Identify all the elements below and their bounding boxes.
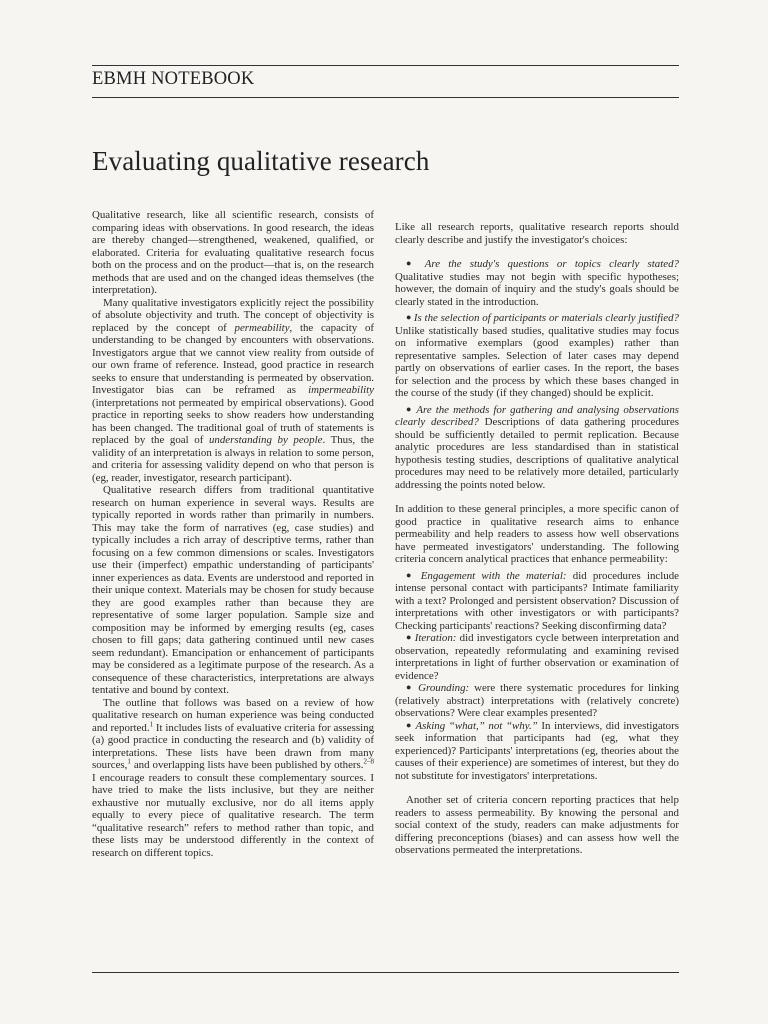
text-run: Many qualitative investigators explicitly reject the possibility of absolute objectivity and truth. The concept of objectivity is replaced by the concept of: [92, 296, 374, 334]
article-title: Evaluating qualitative research: [92, 146, 430, 176]
bullet-icon: ●: [406, 258, 425, 268]
paragraph: [395, 503, 679, 566]
text-run: and overlapping lists have been published by others.: [130, 759, 364, 771]
citation-ref: 2–8: [363, 757, 374, 766]
bullet-icon: ●: [406, 403, 417, 414]
text-run: Unlike statistically based studies, qualitative studies may focus on informative exemplars (good examples) rather than representative samples. Selection of later cases may depend partly on observations of earlier cases. In the report, the bases for selection and the process by which these bases changed in the course of the study (if they changed) should be explicit.: [395, 324, 679, 399]
bullet-item: [395, 570, 679, 633]
text-run: The outline that follows was based on a review of how qualitative research on human experience was being conducted and reported.: [92, 696, 374, 734]
bullet-icon: ●: [406, 312, 414, 322]
citation-ref: 1: [127, 757, 131, 766]
text-run: were there systematic procedures for linking (relatively abstract) interpretations with (relatively concrete) observations? Were clear examples presented?: [395, 682, 679, 719]
text-run: (interpretations not permeated by empirical observations). Good practice in reporting seeks to show readers how understanding has been changed. The traditional goal of truth of statements is replaced by the goal of: [92, 396, 374, 446]
paragraph: [92, 209, 374, 297]
text-run: did procedures include intense personal contact with participants? Intimate familiarity with a text? Prolonged and persistent observation? Discussion of interpretations with other investigators or with participants? Checking participants' reactions? Seeking disconfirming data?: [395, 569, 679, 632]
bullet-item: [395, 682, 679, 720]
bullet-item: [395, 632, 679, 682]
text-run: Like all research reports, qualitative research reports should clearly describe and justify the investigator's choices:: [395, 221, 679, 246]
bullet-item: [395, 258, 679, 308]
emphasis-text: Engagement with the material:: [420, 569, 567, 582]
emphasis-text: Grounding:: [418, 682, 470, 694]
emphasis-text: Are the study's questions or topics clearly stated?: [424, 258, 680, 270]
text-run: , the capacity of understanding to be changed by encounters with observations. Investigators argue that we cannot view reality from outside of our own frame of reference. Instead, good practice in research seeks to ensure that understanding is permeated by observation. Investigator bias can be reframed as: [92, 321, 375, 396]
running-head: EBMH NOTEBOOK: [92, 69, 255, 89]
bottom-rule: [92, 972, 679, 973]
paragraph: [92, 297, 374, 485]
text-run: Qualitative research, like all scientific research, consists of comparing ideas with observations. In good research, the ideas are thereby changed—strengthened, weakened, qualified, or elaborated. Criteria for evaluating qualitative research focus both on the process and on the product—that is, on the research methods that are used and on the changed ideas themselves (the interpretation).: [92, 209, 374, 296]
emphasis-text: understanding by people: [208, 434, 323, 446]
text-run: It includes lists of evaluative criteria for assessing (a) good practice in conducting the research and (b) validity of interpretations. These lists have been drawn from many sources,: [92, 721, 375, 771]
top-rule: [92, 65, 679, 66]
emphasis-text: Iteration:: [414, 632, 457, 644]
emphasis-text: Asking “what,” not “why.”: [415, 719, 538, 732]
header-rule: [92, 97, 679, 98]
paragraph: [395, 221, 679, 246]
emphasis-text: Are the methods for gathering and analysing observations clearly described?: [395, 403, 680, 428]
right-column: [395, 221, 679, 857]
emphasis-text: permeability: [234, 321, 290, 334]
paragraph: [92, 697, 374, 860]
text-run: did investigators cycle between interpretation and observation, repeatedly reformulating and examining revised interpretations in light of further observation or examination of evidence?: [395, 632, 679, 682]
bullet-icon: ●: [406, 682, 419, 692]
bullet-item: [395, 720, 679, 783]
paragraph: [92, 484, 374, 697]
left-column: [92, 209, 374, 859]
text-run: Qualitative studies may not begin with specific hypotheses; however, the domain of inquiry and the study's goals should be clearly stated in the introduction.: [395, 270, 679, 308]
emphasis-text: Is the selection of participants or materials clearly justified?: [413, 312, 679, 324]
text-run: Descriptions of data gathering procedures should be sufficiently detailed to permit replication. Because analytic procedures are less standardised than in statistical hypothesis testing studies, descriptions of qualitative analytical procedures may need to be relatively more detailed, particularly addressing the points noted below.: [395, 416, 679, 491]
bullet-icon: ●: [406, 632, 415, 642]
citation-ref: 1: [149, 719, 154, 728]
paragraph: [395, 794, 679, 857]
text-run: . Thus, the validity of an interpretation is always in relation to some person, and criteria for assessing validity depend on who that person is (eg, reader, investigator, research participant).: [92, 434, 374, 484]
text-run: I encourage readers to consult these complementary sources. I have tried to make the lists inclusive, but they are neither exhaustive nor mutually exclusive, nor do all items apply equally to every piece of qualitative research. The term “qualitative research” refers to method rather than topic, and these lists may be understood differently in the context of research on different topics.: [92, 771, 374, 859]
text-run: Qualitative research differs from traditional quantitative research on human experience in several ways. Results are typically reported in words rather than primarily in numbers. This may take the form of narratives (eg, case studies) and typically includes a rich array of descriptive terms, rather than focusing on a few common dimensions or scales. Investigators use their (imperfect) empathic understanding of participants' inner experiences as data. Events are understood and reported in their unique context. Materials may be chosen for study because they are good examples rather than because they are representative of some larger population. Sample size and composition may be informed by emerging results (eg, cases chosen to fill gaps; data gathering continued until new cases seem redundant). Emancipation or enhancement of participants may be considered as a legitimate purpose of the research. As a consequence of these characteristics, interpretations are always tentative and bound by context.: [92, 484, 374, 696]
bullet-item: [395, 404, 679, 492]
text-run: Another set of criteria concern reporting practices that help readers to assess permeability. By knowing the personal and social context of the study, readers can make adjustments for differing preconceptions (biases) and can assess how well the observations permeated the interpretations.: [395, 794, 679, 856]
text-run: In addition to these general principles, a more specific canon of good practice in qualitative research aims to enhance permeability and help readers to assess how well observations have permeated investigators' understanding. The following criteria concern analytical practices that enhance permeability:: [395, 503, 679, 565]
bullet-icon: ●: [406, 719, 416, 730]
text-run: In interviews, did investigators seek information that participants had (eg, what they experienced)? Participants' interpretations (eg, theories about the causes of their experience) are sometimes of interest, but they do not substitute for investigators' interpretations.: [395, 719, 679, 782]
bullet-icon: ●: [406, 569, 421, 580]
bullet-item: [395, 312, 679, 400]
emphasis-text: impermeability: [308, 384, 374, 396]
